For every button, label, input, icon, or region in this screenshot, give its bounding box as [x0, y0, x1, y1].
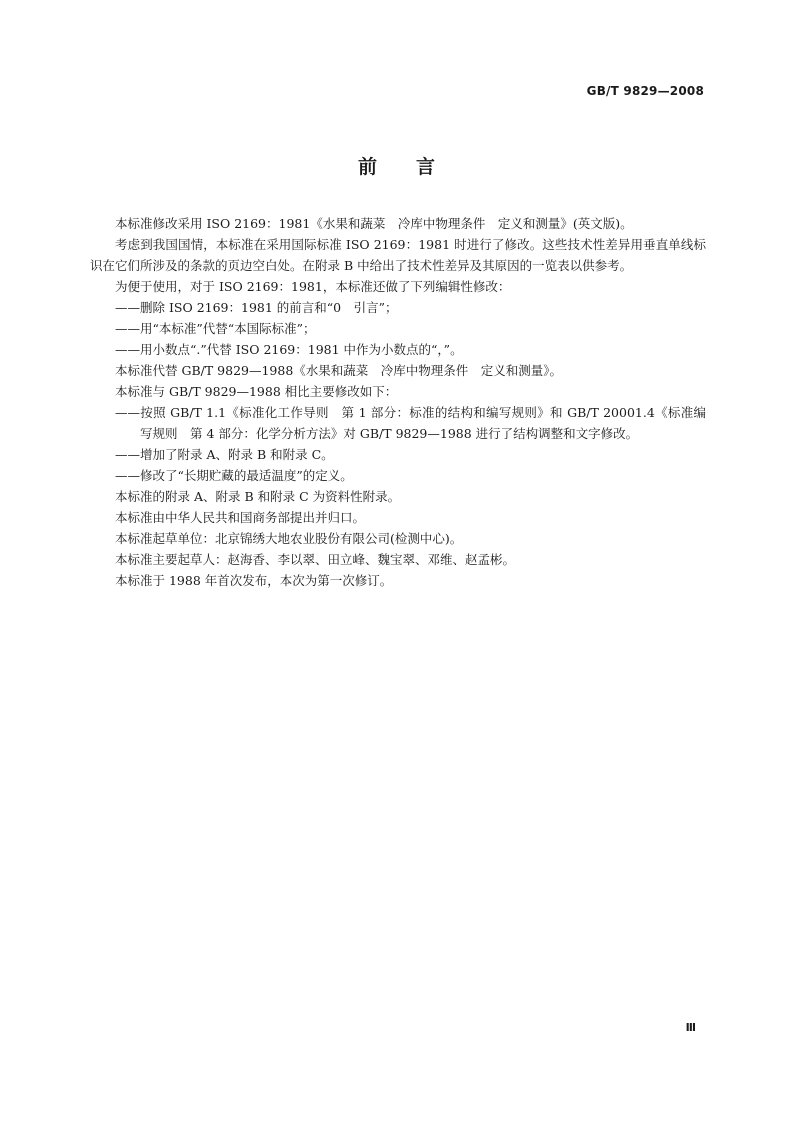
page-title: [0, 152, 794, 179]
list-item-editorial-3: ——用小数点“.”代替 ISO 2169：1981 中作为小数点的“，”。: [115, 342, 463, 357]
title-char-1: 前: [357, 156, 378, 178]
paragraph-history: 本标准于 1988 年首次发布，本次为第一次修订。: [115, 573, 393, 588]
list-item-editorial-1: ——删除 ISO 2169：1981 的前言和“0 引言”；: [115, 300, 398, 315]
paragraph-editorial-intro: 为便于使用，对于 ISO 2169：1981，本标准还做了下列编辑性修改：: [115, 279, 511, 294]
paragraph-annexes: 本标准的附录 A、附录 B 和附录 C 为资料性附录。: [115, 489, 401, 504]
list-item-change-2: ——增加了附录 A、附录 B 和附录 C。: [115, 447, 334, 462]
standard-code: GB/T 9829—2008: [586, 84, 704, 98]
paragraph-drafting-unit: 本标准起草单位：北京锦绣大地农业股份有限公司(检测中心)。: [115, 531, 463, 546]
list-item-change-1: ——按照 GB/T 1.1《标准化工作导则 第 1 部分：标准的结构和编写规则》和 GB/T 20001.4《标准编写规则 第 4 部分：化学分析方法》对 GB/T 9829—1988 进行了结构调整和文字修改。: [115, 405, 706, 441]
paragraph-replaces: 本标准代替 GB/T 9829—1988《水果和蔬菜 冷库中物理条件 定义和测量》。: [115, 363, 563, 378]
list-item-change-3: ——修改了“长期贮藏的最适温度”的定义。: [115, 468, 353, 483]
title-char-2: 言: [416, 156, 437, 178]
paragraph-drafters: 本标准主要起草人：赵海香、李以翠、田立峰、魏宝翠、邓维、赵孟彬。: [115, 552, 516, 567]
paragraph-adoption: 本标准修改采用 ISO 2169：1981《水果和蔬菜 冷库中物理条件 定义和测量》(英文版)。: [115, 216, 633, 231]
list-item-editorial-2: ——用“本标准”代替“本国际标准”；: [115, 321, 316, 336]
page-number: Ⅲ: [685, 1021, 696, 1034]
paragraph-technical-deviations: 考虑到我国国情，本标准在采用国际标准 ISO 2169：1981 时进行了修改。这些技术性差异用垂直单线标识在它们所涉及的条款的页边空白处。在附录 B 中给出了技术性差异及其原因的一览表以供参考。: [90, 237, 706, 273]
paragraph-changes-intro: 本标准与 GB/T 9829—1988 相比主要修改如下：: [115, 384, 398, 399]
paragraph-proposed-by: 本标准由中华人民共和国商务部提出并归口。: [115, 510, 366, 525]
foreword-body: [90, 213, 706, 591]
